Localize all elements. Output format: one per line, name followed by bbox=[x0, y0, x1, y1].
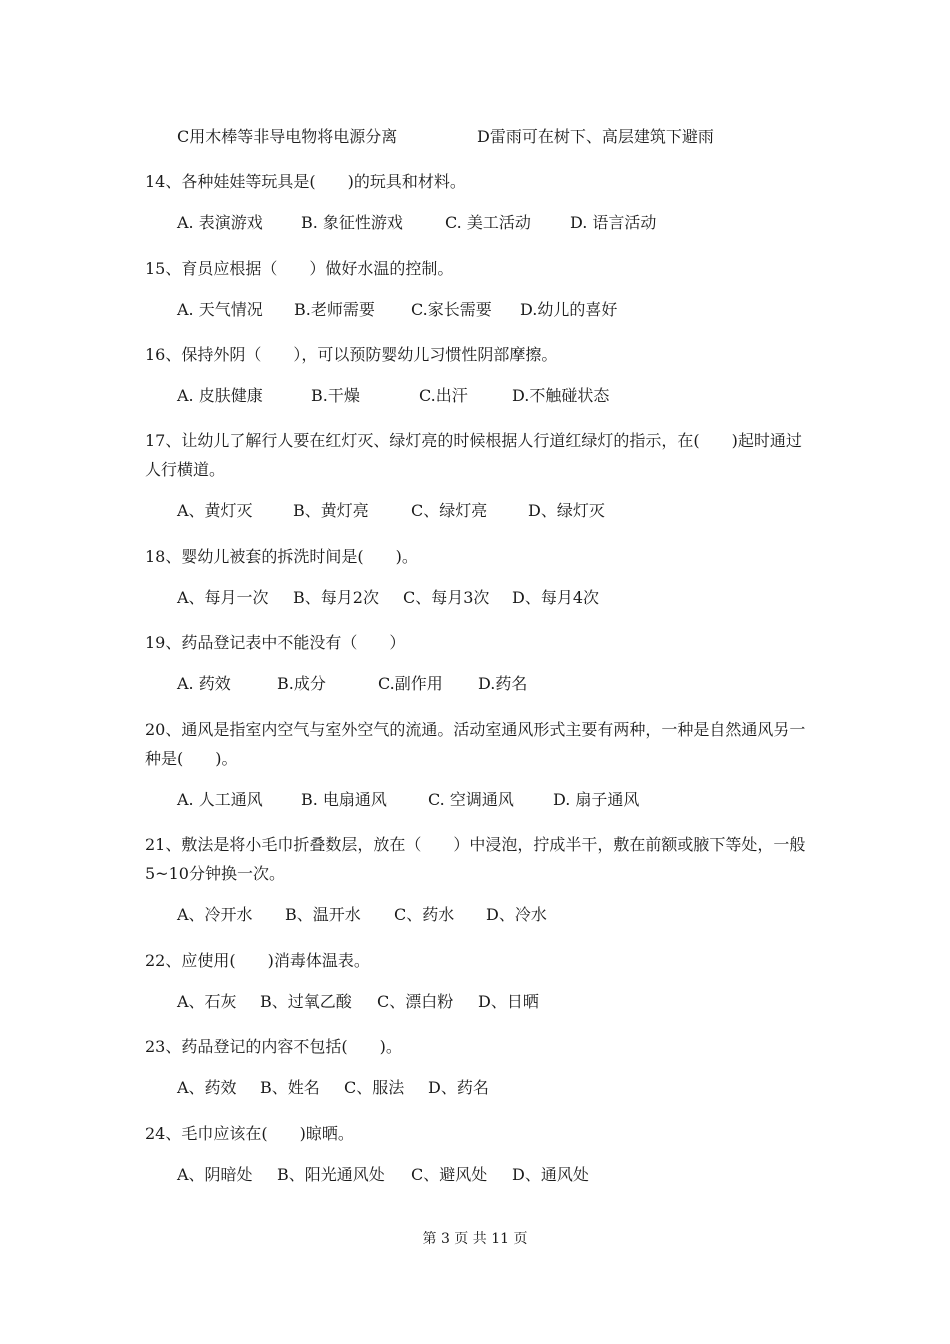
question-15: 15、育员应根据（ ）做好水温的控制。 bbox=[145, 259, 454, 278]
option-c: C.家长需要 bbox=[411, 300, 492, 319]
page-number: 第 3 页 共 11 页 bbox=[422, 1231, 528, 1247]
question-19: 19、药品登记表中不能没有（ ） bbox=[145, 633, 406, 652]
question-23: 23、药品登记的内容不包括( )。 bbox=[145, 1037, 402, 1056]
option-b: B、每月2次 bbox=[293, 588, 379, 607]
option-a: A、每月一次 bbox=[177, 588, 269, 607]
question-21: 21、敷法是将小毛巾折叠数层，放在（ ）中浸泡，拧成半干，敷在前额或腋下等处，一般5~10分钟换一次。 bbox=[145, 835, 806, 883]
option-d: D、冷水 bbox=[486, 905, 547, 924]
option-b: B. 电扇通风 bbox=[301, 790, 387, 809]
option-c: C、漂白粉 bbox=[377, 992, 454, 1011]
option-b: B.成分 bbox=[277, 674, 326, 693]
option-c: C、药水 bbox=[394, 905, 455, 924]
option-c: C. 空调通风 bbox=[428, 790, 514, 809]
option-b: B、黄灯亮 bbox=[293, 501, 369, 520]
option-b: B.老师需要 bbox=[294, 300, 375, 319]
option-d: D. 扇子通风 bbox=[553, 790, 640, 809]
option-d: D、日晒 bbox=[478, 992, 539, 1011]
option-d: D雷雨可在树下、高层建筑下避雨 bbox=[477, 127, 714, 146]
option-d: D. 语言活动 bbox=[570, 213, 657, 232]
option-d: D、通风处 bbox=[512, 1165, 589, 1184]
question-18: 18、婴幼儿被套的拆洗时间是( )。 bbox=[145, 547, 418, 566]
option-a: A、药效 bbox=[177, 1078, 237, 1097]
option-c: C用木棒等非导电物将电源分离 bbox=[177, 127, 398, 146]
option-d: D.不触碰状态 bbox=[512, 386, 610, 405]
question-24: 24、毛巾应该在( )晾晒。 bbox=[145, 1124, 354, 1143]
option-d: D、每月4次 bbox=[512, 588, 600, 607]
option-a: A. 表演游戏 bbox=[177, 213, 263, 232]
question-16: 16、保持外阴（ ），可以预防婴幼儿习惯性阴部摩擦。 bbox=[145, 345, 558, 364]
option-b: B、姓名 bbox=[260, 1078, 320, 1097]
option-c: C、绿灯亮 bbox=[411, 501, 488, 520]
option-b: B.干燥 bbox=[311, 386, 360, 405]
option-c: C、每月3次 bbox=[403, 588, 490, 607]
option-c: C、服法 bbox=[344, 1078, 405, 1097]
option-b: B、温开水 bbox=[285, 905, 361, 924]
question-14: 14、各种娃娃等玩具是( )的玩具和材料。 bbox=[145, 172, 466, 191]
option-a: A. 皮肤健康 bbox=[177, 386, 263, 405]
question-17: 17、让幼儿了解行人要在红灯灭、绿灯亮的时候根据人行道红绿灯的指示，在( )起时通过人行横道。 bbox=[145, 431, 802, 479]
option-c: C. 美工活动 bbox=[445, 213, 531, 232]
option-a: A. 人工通风 bbox=[177, 790, 263, 809]
option-d: D.药名 bbox=[478, 674, 528, 693]
question-20: 20、通风是指室内空气与室外空气的流通。活动室通风形式主要有两种，一种是自然通风另一种是( )。 bbox=[145, 720, 806, 768]
option-b: B、阳光通风处 bbox=[277, 1165, 385, 1184]
option-c: C、避风处 bbox=[411, 1165, 488, 1184]
option-a: A、阴暗处 bbox=[177, 1165, 253, 1184]
option-a: A、黄灯灭 bbox=[177, 501, 253, 520]
option-d: D.幼儿的喜好 bbox=[520, 300, 618, 319]
option-a: A. 天气情况 bbox=[177, 300, 263, 319]
option-a: A. 药效 bbox=[177, 674, 231, 693]
option-b: B. 象征性游戏 bbox=[301, 213, 403, 232]
option-c: C.出汗 bbox=[419, 386, 468, 405]
option-d: D、绿灯灭 bbox=[528, 501, 605, 520]
option-c: C.副作用 bbox=[378, 674, 443, 693]
option-a: A、冷开水 bbox=[177, 905, 253, 924]
option-a: A、石灰 bbox=[177, 992, 237, 1011]
option-b: B、过氧乙酸 bbox=[260, 992, 352, 1011]
option-d: D、药名 bbox=[428, 1078, 489, 1097]
question-22: 22、应使用( )消毒体温表。 bbox=[145, 951, 370, 970]
